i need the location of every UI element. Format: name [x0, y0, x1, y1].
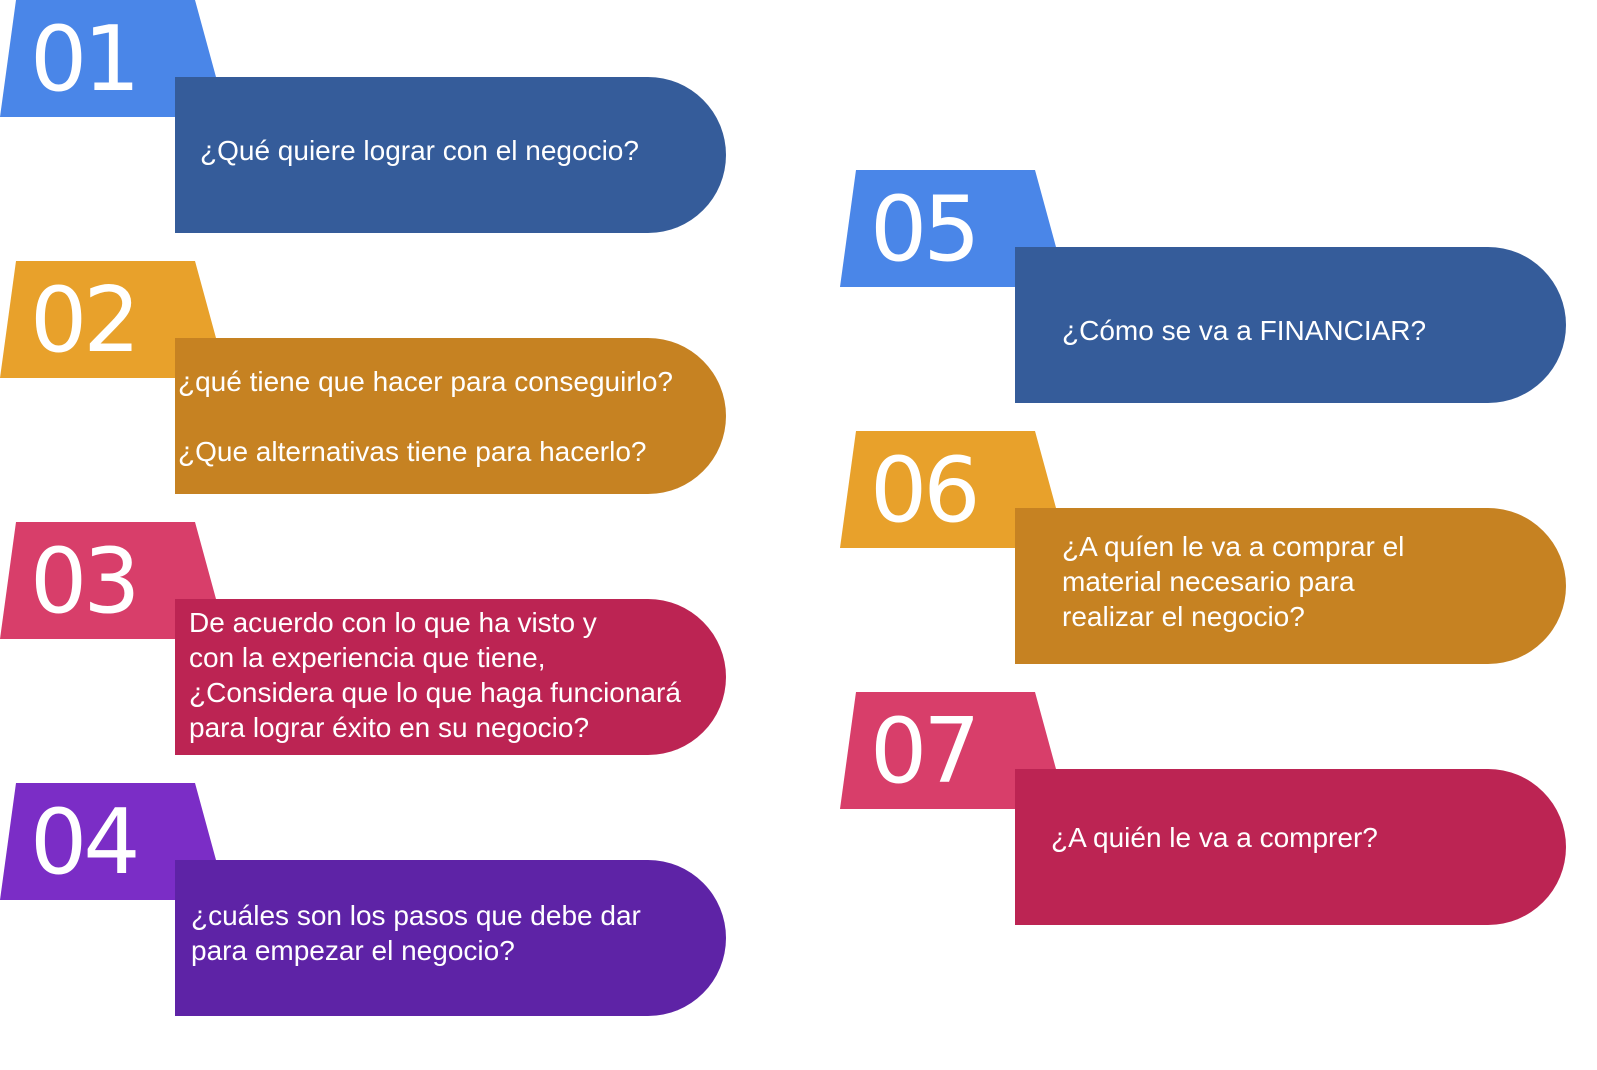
step-07-card: [840, 692, 1575, 932]
step-01-text: [200, 133, 725, 168]
step-06-line: ¿A quíen le va a comprar el: [1062, 531, 1405, 562]
step-07-number: 07: [870, 699, 977, 804]
step-05-number: 05: [870, 177, 977, 282]
step-02-line: ¿Que alternativas tiene para hacerlo?: [178, 436, 647, 467]
step-03-text: [189, 605, 725, 745]
step-01-line: ¿Qué quiere lograr con el negocio?: [200, 135, 639, 166]
step-06-number: 06: [870, 438, 977, 543]
step-06-line: material necesario para: [1062, 566, 1355, 597]
step-06-text: [1062, 529, 1565, 634]
step-01-number: 01: [30, 7, 137, 112]
step-03-card: [0, 522, 735, 762]
step-04-number: 04: [30, 790, 137, 895]
step-03-line: ¿Considera que lo que haga funcionará: [189, 677, 681, 708]
step-05-text: [1062, 313, 1565, 348]
step-05-card: [840, 170, 1575, 410]
step-04-line: para empezar el negocio?: [191, 935, 515, 966]
step-03-line: De acuerdo con lo que ha visto y: [189, 607, 597, 638]
step-04-text: [191, 898, 725, 968]
step-06-line: realizar el negocio?: [1062, 601, 1305, 632]
step-03-line: para lograr éxito en su negocio?: [189, 712, 590, 743]
step-04-line: ¿cuáles son los pasos que debe dar: [191, 900, 641, 931]
step-04-card: [0, 783, 735, 1023]
step-02-card: [0, 261, 735, 501]
step-03-line: con la experiencia que tiene,: [189, 642, 546, 673]
step-07-line: ¿A quién le va a comprer?: [1051, 822, 1378, 853]
step-02-text: [178, 364, 725, 469]
step-03-number: 03: [30, 529, 137, 634]
step-02-line: ¿qué tiene que hacer para conseguirlo?: [178, 366, 674, 397]
step-02-number: 02: [30, 268, 137, 373]
step-05-line: ¿Cómo se va a FINANCIAR?: [1062, 315, 1427, 346]
step-01-card: [0, 0, 735, 240]
step-07-text: [1051, 820, 1565, 855]
step-06-card: [840, 431, 1575, 671]
